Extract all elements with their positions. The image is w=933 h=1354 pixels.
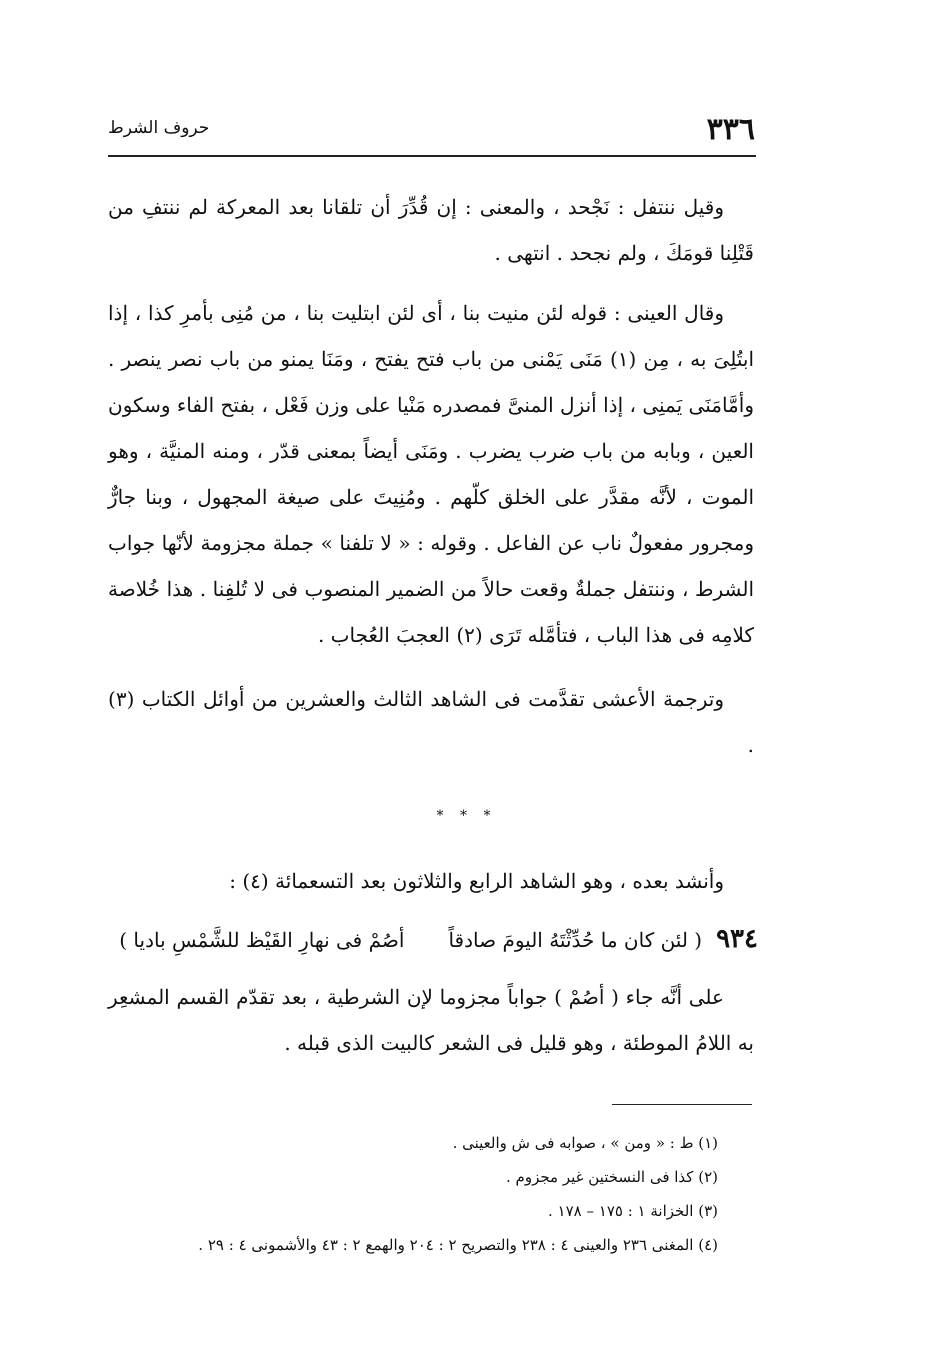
verse-line	[108, 916, 758, 963]
running-title: حروف الشرط	[108, 118, 210, 138]
footnote-2: (٢) كذا فى النسختين غير مجزوم .	[506, 1168, 718, 1186]
paragraph-1	[108, 184, 754, 276]
verse-hemistich-2: أصُمْ فى نهارِ القَيْظ للشَّمْسِ باديا )	[119, 928, 405, 952]
paragraph-text: وقال العينى : قوله لئن منيت بنا ، أى لئن ابتليت بنا ، من مُنِى بأمرِ كذا ، إذا ابتُلِىَ به ، مِن (١) مَنَى يَمْنى من باب فتح يفتح ، ومَنَا يمنو من باب نصر ينصر . وأمَّامَنَى يَمنِى ، إذا أنزل المنىَّ فمصدره مَنْيا على وزن فَعْل ، بفتح الفاء وسكون العين ، وبابه من باب ضرب يضرب . ومَنَى أيضاً بمعنى قدّر ، ومنه المنيَّة ، وهو الموت ، لأنَّه مقدَّر على الخلق كلّهم . ومُنِيتَ على صيغة المجهول ، وبنا جارٌّ ومجرور مفعولٌ ناب عن الفاعل . وقوله : « لا تلفنا » جملة مجزومة لأنّها جواب الشرط ، وننتفل جملةٌ وقعت حالاً من الضمير المنصوب فى لا تُلفِنا . هذا خُلاصة كلامِه فى هذا الباب ، فتأمَّله تَرَى (٢) العجبَ العُجاب .	[108, 301, 754, 647]
footnote-1: (١) ط : « ومن » ، صوابه فى ش والعينى .	[452, 1134, 718, 1152]
paragraph-text: وقيل ننتفل : نَجْحد ، والمعنى : إن قُدِّرَ أن تلقانا بعد المعركة لم ننتفِ من قَتْلِنا قومَكَ ، ولم نجحد . انتهى .	[108, 195, 754, 265]
paragraph-text: وترجمة الأعشى تقدَّمت فى الشاهد الثالث والعشرين من أوائل الكتاب (٣) .	[108, 687, 754, 757]
paragraph-4	[108, 858, 754, 904]
verse-hemistich-1: ( لئن كان ما حُدِّثْتَهُ اليومَ صادقاً	[448, 928, 703, 952]
paragraph-5	[108, 974, 754, 1066]
footnote-4: (٤) المغنى ٢٣٦ والعينى ٤ : ٢٣٨ والتصريح ٢ : ٢٠٤ والهمع ٢ : ٤٣ والأشمونى ٤ : ٢٩ .	[198, 1236, 718, 1254]
page-number: ٣٣٦	[706, 112, 755, 147]
paragraph-text: وأنشد بعده ، وهو الشاهد الرابع والثلاثون بعد التسعمائة (٤) :	[229, 869, 724, 893]
verse-number: ٩٣٤	[716, 924, 758, 954]
section-separator: * * *	[436, 808, 497, 824]
footnote-rule	[612, 1104, 752, 1105]
footnote-3: (٣) الخزانة ١ : ١٧٥ – ١٧٨ .	[548, 1202, 718, 1220]
footnotes	[108, 1126, 718, 1262]
paragraph-text: على أنَّه جاء ( أصُمْ ) جواباً مجزوما لإن الشرطية ، بعد تقدّم القسم المشعِر به اللامُ الموطئة ، وهو قليل فى الشعر كالبيت الذى قبله .	[108, 985, 754, 1055]
paragraph-3	[108, 676, 754, 768]
header-rule	[108, 155, 756, 157]
paragraph-2	[108, 290, 754, 658]
